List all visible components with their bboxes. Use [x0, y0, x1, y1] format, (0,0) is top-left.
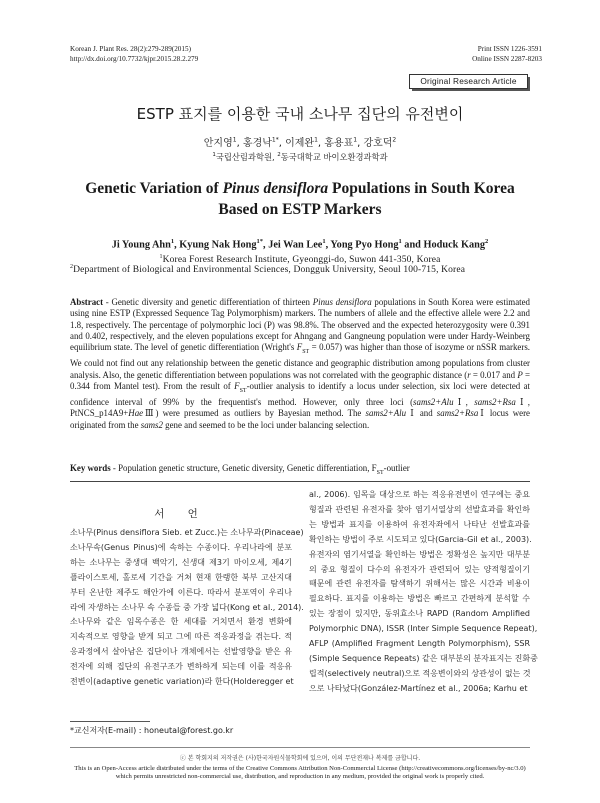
author-sup: 1* — [271, 136, 279, 144]
body-text-line: 확인하는 방법이 주로 시도되고 있다(Garcia-Gil et al., 2003). — [309, 534, 532, 544]
body-text-line: 형질과 관련된 유전자를 찾아 염기서열상의 선발효과를 확인하 — [309, 504, 530, 514]
abstract: Abstract - Genetic diversity and genetic differentiation of thirteen Pinus densiflora populations in South Korea were estimated using nine ESTP (Expressed Sequence Tag Polymorphism) markers. The numbers of allele and the effective allele were 2.2 and 1.8, respectively. The percentage of polymorphic loci (P) was 98.8%. The observed and the expected heterozygosity were 0.391 and 0.402, respectively, and the eleven populations except for Ahngang and Gangneung population were under Hardy-Weinberg equilibrium state. The level of genetic differentiation (Wright's $F_{ST} = 0.057$) was higher than those of isozyme or nSSR markers. We could not find out any relationship between the genetic distance and geographic distribution among populations from cluster analysis. Also, the genetic differentiation between populations was not correlated with the geographic distance (r = 0.017 and P = 0.344 from Mantel test). From the result of $F_{ST}$-outlier analysis to identify a locus under selection, six loci were detected at confidence interval of 99% by the frequentist's method. However, only three loci (sams2+AluⅠ, sams2+RsaⅠ, PtNCS_p14A9+HaeⅢ) were presumed as outliers by Bayesian method. The sams2+Alu Ⅰ and sams2+RsaⅠ locus were originated from the sams2 gene and seemed to be the loci under balancing selection. — [70, 297, 530, 430]
species-name: Pinus densiflora — [222, 180, 329, 197]
corresponding-author-footnote: *교신저자(E-mail) : honeutal@forest.go.kr — [70, 726, 234, 735]
author-name: 홍경낙 — [242, 138, 272, 149]
body-text-line: 응과정에서 살아남은 집단이나 개체에서는 선발영향을 받은 유 — [70, 647, 292, 657]
author-sup: 1 — [232, 136, 237, 144]
body-text-line: 있는 장점이 있지만, 동위효소나 RAPD (Random Amplified — [309, 609, 530, 619]
keywords: Key words - Population genetic structure, Genetic diversity, Genetic differentiation, $F_{ST}$-outlier — [70, 463, 410, 476]
korean-title: ESTP 표지를 이용한 국내 소나무 집단의 유전변이 — [136, 105, 464, 123]
body-text-line: 립적(selectively neutral)으로 적응변이와의 상관성이 없는 것 — [309, 668, 531, 678]
body-text-line: 소나무와 같은 임목수종은 한 세대를 거치면서 환경 변화에 — [70, 617, 292, 627]
body-column-right — [309, 488, 538, 697]
author-name: 강호덕 — [363, 138, 393, 149]
author-sup: 1* — [256, 238, 264, 245]
affil-sup: 1 — [212, 152, 216, 159]
body-text-line: 소나무(Pinus densiflora Sieb. et Zucc.)는 소나무과(Pinaceae) — [70, 528, 304, 537]
license-notice: This is an Open-Access article distributed under the terms of the Creative Commons Attribution Non-Commercial License (http://creativecommons.org/licenses/by-nc/3.0) which permits unrestricted non-commercial use, distribution, and reproduction in any medium, provided the original work is properly cited. — [74, 765, 526, 780]
affiliation: 동국대학교 바이오환경과학과 — [280, 152, 388, 162]
author-name: 홍용표 — [324, 138, 354, 149]
journal-citation: Korean J. Plant Res. 28(2):279-289(2015) — [70, 45, 191, 53]
abstract-label: Abstract — [70, 297, 104, 307]
author-sup: 1 — [170, 238, 175, 245]
affil-sup: 2 — [277, 152, 281, 159]
body-text-line: 하는 소나무는 중생대 백악기, 신생대 제3기 마이오세, 제4기 — [70, 557, 292, 567]
print-issn: Print ISSN 1226-3591 — [477, 45, 542, 53]
author-sup: 1 — [353, 136, 358, 144]
keywords-label: Key words — [70, 463, 111, 473]
author-name: Jei Wan Lee — [268, 239, 323, 251]
affiliation: 국립산림과학원 — [215, 152, 272, 162]
body-column-left — [70, 526, 304, 690]
author-sup: 1 — [398, 238, 402, 245]
online-issn: Online ISSN 2287-8203 — [472, 54, 542, 63]
footnote-rule — [70, 721, 150, 722]
author-name: Hoduck Kang — [423, 239, 486, 251]
body-text-line: 유전자의 염기서열을 확인하는 방법은 정확성은 높지만 대부분 — [309, 549, 530, 559]
body-text-line: al., 2006). 임목을 대상으로 하는 적응유전변이 연구에는 중요 — [309, 490, 530, 499]
article-type-badge: Original Research Article — [409, 74, 528, 89]
body-text-line: AFLP (Amplified Fragment Length Polymorphism), SSR — [309, 639, 530, 649]
english-affiliation-1: $^1$Korea Forest Research Institute, Gyeonggi-do, Suwon 441-350, Korea — [159, 254, 441, 266]
author-sup: 2 — [392, 136, 397, 144]
english-affiliation-2: $^2$Department of Biological and Environmental Sciences, Dongguk University, Seoul 100-715, Korea — [70, 264, 466, 276]
section-heading-introduction: 서 언 — [154, 508, 208, 520]
body-text-line: 필요하다. 표지를 이용하는 방법은 빠르고 간편하게 분석할 수 — [309, 594, 530, 604]
body-text-line: 전변이(adaptive genetic variation)라 한다(Holderegger et — [70, 677, 294, 687]
body-text-line: 때문에 관련 유전자를 탐색하기 위해서는 많은 시간과 비용이 — [309, 579, 530, 589]
issn-block — [472, 45, 542, 64]
body-text-line: 지속적으로 영향을 받게 되고 그에 따른 적응과정을 겪는다. 적 — [70, 632, 292, 642]
body-text-line: 플라이스토세, 홀로세 기간을 거쳐 현재 한랭한 북부 고산지대 — [70, 572, 292, 582]
section-divider — [70, 481, 530, 482]
author-name: Yong Pyo Hong — [330, 239, 399, 251]
korean-authors: 안지영$^1$, 홍경낙$^{1*}$, 이제완$^1$, 홍용표$^1$, 강호덕$^2$ — [203, 136, 397, 149]
copyright-notice: ⓒ 본 학회지의 저작권은 (사)한국자원식물학회에 있으며, 이의 무단전재나 복제를 금합니다. — [179, 755, 421, 762]
body-text-line: 전자에 의해 집단의 유전구조가 변하하게 되는데 이를 적응유 — [70, 662, 292, 672]
body-text-line: 부터 온난한 제주도 해안가에 이른다. 따라서 분포역이 우리나 — [70, 587, 292, 597]
author-name: 안지영 — [203, 138, 233, 149]
author-name: Ji Young Ahn — [111, 239, 171, 251]
doi-link[interactable]: http://dx.doi.org/10.7732/kjpr.2015.28.2.279 — [70, 54, 199, 63]
author-sup: 1 — [322, 238, 326, 245]
body-text-line: Polymorphic DNA), ISSR (Inter Simple Sequence Repeat), — [309, 624, 538, 634]
body-text-line: 으로 나타났다(González-Martínez et al., 2006a; Karhu et — [309, 683, 528, 693]
footer-rule — [70, 747, 530, 748]
author-sup: 2 — [485, 238, 489, 245]
english-authors: Ji Young Ahn$^1$, Kyung Nak Hong$^{1*}$, Jei Wan Lee$^1$, Yong Pyo Hong$^1$ and Hoduck Kang$^2$ — [111, 238, 489, 251]
author-sup: 1 — [314, 136, 318, 144]
journal-header — [70, 45, 198, 64]
english-title: Genetic Variation of Pinus densiflora Populations in South Korea Based on ESTP Markers — [85, 180, 515, 218]
body-text-line: 라에 자생하는 소나무 속 수종들 중 가장 넓다(Kong et al., 2014). — [70, 602, 304, 612]
author-name: 이제완 — [285, 138, 315, 149]
korean-affiliations: $^1$국립산림과학원, $^2$동국대학교 바이오환경과학과 — [212, 152, 388, 162]
body-text-line: 의 중요 형질이 다수의 유전자가 관련되어 있는 양적형질이기 — [309, 564, 530, 574]
body-text-line: 는 방법과 표지를 이용하여 유전자좌에서 나타난 선발효과를 — [309, 519, 530, 529]
author-name: Kyung Nak Hong — [179, 239, 257, 251]
body-text-line: 소나무속(Genus Pinus)에 속하는 수종이다. 우리나라에 분포 — [70, 542, 292, 552]
body-text-line: (Simple Sequence Repeats) 같은 대부분의 분자표지는 진화중 — [309, 653, 538, 663]
